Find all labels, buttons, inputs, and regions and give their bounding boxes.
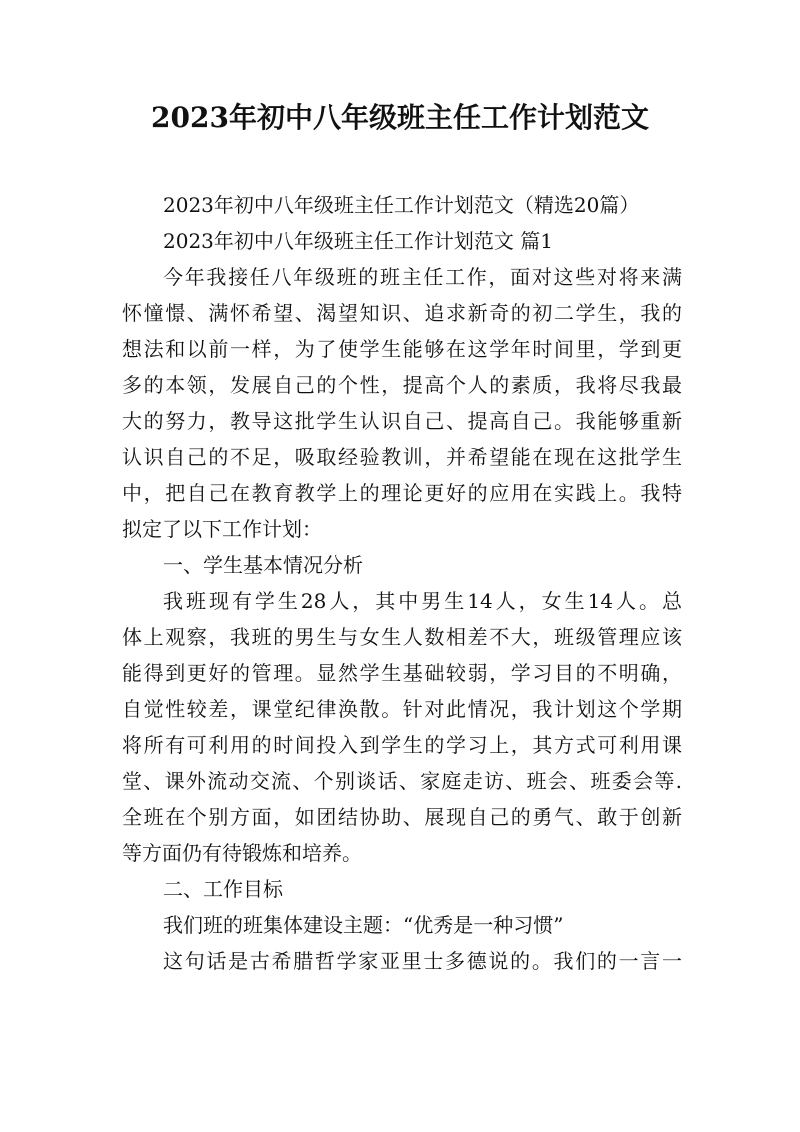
paragraph-line: 认识自己的不足，吸取经验教训，并希望能在现在这批学生 bbox=[122, 445, 682, 469]
paragraph-line: 怀憧憬、满怀希望、渴望知识、追求新奇的初二学生，我的 bbox=[122, 301, 682, 325]
theme-line: 我们班的班集体建设主题：“优秀是一种习惯” bbox=[163, 913, 564, 937]
paragraph-line: 大的努力，教导这批学生认识自己、提高自己。我能够重新 bbox=[122, 409, 682, 433]
heading-work-goals: 二、工作目标 bbox=[163, 877, 283, 901]
paragraph-line: 能得到更好的管理。显然学生基础较弱，学习目的不明确， bbox=[122, 661, 682, 685]
paragraph-line: 自觉性较差，课堂纪律涣散。针对此情况，我计划这个学期 bbox=[122, 697, 682, 721]
paragraph-line: 想法和以前一样，为了使学生能够在这学年时间里，学到更 bbox=[122, 337, 682, 361]
heading-student-analysis: 一、学生基本情况分析 bbox=[163, 553, 363, 577]
section-heading: 2023年初中八年级班主任工作计划范文 篇1 bbox=[163, 229, 553, 253]
document-title: 2023年初中八年级班主任工作计划范文 bbox=[151, 101, 649, 134]
paragraph-line: 拟定了以下工作计划： bbox=[122, 517, 322, 541]
paragraph-line: 等方面仍有待锻炼和培养。 bbox=[122, 841, 362, 865]
paragraph-line: 多的本领，发展自己的个性，提高个人的素质，我将尽我最 bbox=[122, 373, 682, 397]
paragraph-line: 全班在个别方面，如团结协助、展现自己的勇气、敢于创新 bbox=[122, 805, 682, 829]
paragraph-line: 今年我接任八年级班的班主任工作，面对这些对将来满 bbox=[163, 265, 682, 289]
paragraph-line: 这句话是古希腊哲学家亚里士多德说的。我们的一言一 bbox=[163, 949, 682, 973]
paragraph-line: 中，把自己在教育教学上的理论更好的应用在实践上。我特 bbox=[122, 481, 682, 505]
paragraph-line: 体上观察，我班的男生与女生人数相差不大，班级管理应该 bbox=[122, 625, 682, 649]
paragraph-line: 堂、课外流动交流、个别谈话、家庭走访、班会、班委会等. bbox=[122, 769, 682, 793]
document-subtitle: 2023年初中八年级班主任工作计划范文（精选20篇） bbox=[163, 193, 640, 217]
paragraph-line: 我班现有学生28人，其中男生14人，女生14人。总 bbox=[163, 589, 682, 613]
paragraph-line: 将所有可利用的时间投入到学生的学习上，其方式可利用课 bbox=[122, 733, 682, 757]
